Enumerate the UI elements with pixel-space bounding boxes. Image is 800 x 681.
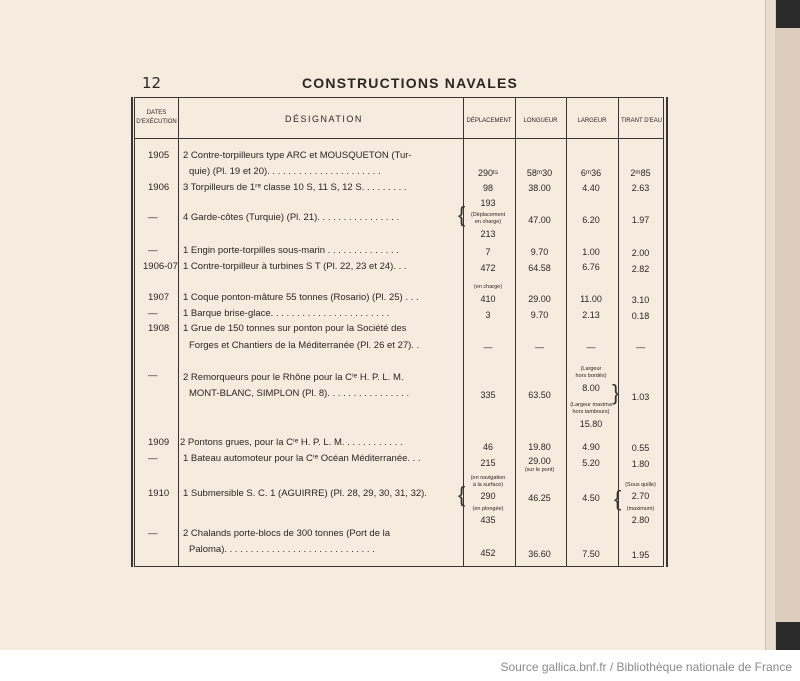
row-9-largeur-note-1: (Largeur	[580, 366, 602, 372]
row-12-date: 1910	[148, 488, 170, 499]
row-10-date: 1909	[148, 437, 170, 448]
row-2-date: 1906	[148, 182, 170, 193]
row-10-designation: 2 Pontons grues, pour la Cⁱᵉ H. P. L. M. . . . . . . . . . . .	[180, 437, 403, 448]
row-4-date: —	[148, 245, 158, 256]
row-5-deplacement: 472	[480, 263, 496, 273]
col-header-tirant: TIRANT D'EAU	[620, 118, 663, 124]
row-13-longueur: 36.60	[528, 549, 551, 559]
row-12-tirant-note-1: (Sous quille)	[625, 482, 656, 488]
row-9-largeur-note-4: hors tambours)	[572, 409, 610, 415]
row-12-longueur: 46.25	[528, 493, 551, 503]
row-10-largeur: 4.90	[582, 442, 600, 452]
col-header-dates-2: D'EXÉCUTION	[136, 119, 177, 125]
row-7-largeur: 2.13	[582, 310, 600, 320]
page-number: 12	[142, 74, 162, 92]
row-1-deplacement: 290ᵗˢ	[477, 168, 499, 178]
row-8-tirant: —	[636, 342, 645, 352]
row-6-deplacement-note: (en charge)	[473, 284, 503, 290]
row-5-longueur: 64.58	[528, 263, 551, 273]
col-header-longueur: LONGUEUR	[523, 118, 558, 124]
row-6-deplacement: 410	[480, 294, 496, 304]
row-12-deplacement-b: 435	[480, 515, 496, 525]
row-6-tirant: 3.10	[631, 295, 650, 305]
row-13-largeur: 7.50	[582, 549, 600, 559]
row-4-largeur: 1.00	[582, 247, 600, 257]
row-7-longueur: 9.70	[530, 310, 549, 320]
row-3-deplacement-a: 193	[480, 198, 496, 208]
row-9-tirant: 1.03	[631, 392, 650, 402]
row-12-deplacement-a: 290	[480, 491, 496, 501]
row-13-date: —	[148, 528, 158, 539]
row-11-deplacement: 215	[480, 458, 496, 468]
row-9-deplacement: 335	[480, 390, 496, 400]
row-4-designation: 1 Engin porte-torpilles sous-marin . . . . . . . . . . . . . .	[183, 245, 399, 256]
row-8-deplacement: —	[483, 342, 493, 352]
row-12-brace-deplacement: {	[458, 482, 466, 507]
row-1-longueur: 58ᵐ30	[526, 168, 553, 178]
spine-band	[775, 0, 800, 650]
row-6-date: 1907	[148, 292, 170, 303]
row-5-largeur: 6.76	[582, 262, 600, 272]
row-3-date: —	[148, 212, 158, 223]
row-5-designation: 1 Contre-torpilleur à turbines S T (Pl. 22, 23 et 24). . .	[183, 261, 407, 272]
row-1-designation-2: quie) (Pl. 19 et 20). . . . . . . . . . . . . . . . . . . . . .	[189, 166, 381, 177]
row-12-largeur: 4.50	[582, 493, 600, 503]
row-3-largeur: 6.20	[582, 215, 600, 225]
row-12-deplacement-note-1: (en navigation	[470, 475, 506, 481]
row-8-largeur: —	[586, 342, 596, 352]
row-11-largeur: 5.20	[582, 458, 600, 468]
row-1-date: 1905	[148, 150, 170, 161]
row-12-deplacement-note-2: à la surface)	[472, 482, 504, 488]
row-12-tirant-note-2: (maximum)	[626, 506, 655, 512]
row-3-deplacement-note-1: (Déplacement	[470, 212, 506, 218]
row-10-tirant: 0.55	[631, 443, 650, 453]
row-12-designation: 1 Submersible S. C. 1 (AGUIRRE) (Pl. 28, 29, 30, 31, 32).	[183, 488, 427, 499]
row-9-largeur-a: 8.00	[582, 383, 600, 393]
row-9-largeur-b: 15.80	[579, 419, 603, 429]
row-1-designation-1: 2 Contre-torpilleurs type ARC et MOUSQUETON (Tur-	[183, 150, 412, 161]
col-header-dates-1: DATES	[146, 110, 167, 116]
table-right-border	[666, 97, 668, 567]
row-7-designation: 1 Barque brise-glace. . . . . . . . . . . . . . . . . . . . . . .	[183, 308, 390, 319]
row-11-tirant: 1.80	[631, 459, 650, 469]
row-9-designation-1: 2 Remorqueurs pour le Rhône pour la Cⁱᵉ H. P. L. M.	[183, 372, 404, 383]
spine-bottom-cap	[776, 622, 800, 650]
spine-top-cap	[776, 0, 800, 28]
source-credit: Source gallica.bnf.fr / Bibliothèque nationale de France	[500, 660, 792, 674]
row-8-designation-2: Forges et Chantiers de la Méditerranée (Pl. 26 et 27). .	[189, 340, 420, 351]
row-9-largeur-note-3: (Largeur maxima	[570, 402, 612, 408]
row-3-longueur: 47.00	[528, 215, 551, 225]
col-header-largeur: LARGEUR	[577, 118, 607, 124]
row-10-longueur: 19.80	[528, 442, 551, 452]
row-8-longueur: —	[535, 342, 544, 352]
row-6-largeur: 11.00	[580, 294, 602, 304]
col-divider-1	[178, 98, 179, 566]
row-3-brace: {	[458, 202, 466, 227]
row-2-designation: 3 Torpilleurs de 1ʳᵉ classe 10 S, 11 S, 12 S. . . . . . . . .	[183, 182, 407, 193]
row-4-deplacement: 7	[485, 247, 491, 257]
running-header: CONSTRUCTIONS NAVALES	[302, 75, 519, 91]
row-8-designation-1: 1 Grue de 150 tonnes sur ponton pour la Société des	[183, 323, 407, 334]
row-12-deplacement-note-3: (en plongée)	[472, 506, 504, 512]
col-header-deplacement: DÉPLACEMENT	[466, 118, 512, 124]
row-13-designation-2: Paloma). . . . . . . . . . . . . . . . . . . . . . . . . . . . .	[189, 544, 375, 555]
row-2-tirant: 2.63	[631, 183, 650, 193]
row-2-longueur: 38.00	[528, 183, 551, 193]
row-11-longueur: 29.00	[528, 456, 551, 466]
table-left-border	[131, 97, 133, 567]
row-8-date: 1908	[148, 323, 170, 334]
row-12-tirant-b: 2.80	[631, 515, 650, 525]
row-3-deplacement-note-2: en charge)	[474, 219, 502, 225]
row-12-brace-tirant: {	[614, 486, 622, 511]
row-11-designation: 1 Bateau automoteur pour la Cⁱᵉ Océan Méditerranée. . .	[183, 453, 421, 464]
col-header-designation: DÉSIGNATION	[285, 114, 363, 124]
row-2-largeur: 4.40	[582, 183, 600, 193]
row-7-date: —	[148, 308, 158, 319]
row-5-date: 1906-07	[143, 261, 178, 272]
row-12-tirant-a: 2.70	[631, 491, 650, 501]
row-4-tirant: 2.00	[631, 248, 650, 258]
row-13-designation-1: 2 Chalands porte-blocs de 300 tonnes (Port de la	[183, 528, 391, 539]
row-3-deplacement-b: 213	[480, 229, 496, 239]
row-9-largeur-note-2: hors bordés)	[575, 373, 607, 379]
row-6-designation: 1 Coque ponton-mâture 55 tonnes (Rosario) (Pl. 25) . . .	[183, 292, 419, 303]
row-1-tirant: 2ᵐ85	[630, 168, 651, 178]
book-spine	[765, 0, 800, 650]
row-3-tirant: 1.97	[631, 215, 650, 225]
row-11-longueur-note: (sur le pont)	[524, 467, 555, 473]
row-6-longueur: 29.00	[528, 294, 551, 304]
row-5-tirant: 2.82	[631, 264, 650, 274]
row-2-deplacement: 98	[482, 183, 493, 193]
row-9-date: —	[148, 370, 158, 381]
row-9-longueur: 63.50	[528, 390, 551, 400]
row-7-tirant: 0.18	[631, 311, 650, 321]
row-10-deplacement: 46	[482, 442, 493, 452]
row-9-brace: }	[612, 380, 620, 405]
header-rule	[135, 138, 663, 139]
row-11-date: —	[148, 453, 158, 464]
row-4-longueur: 9.70	[530, 247, 549, 257]
row-1-largeur: 6ᵐ36	[580, 168, 602, 178]
row-7-deplacement: 3	[485, 310, 491, 320]
row-13-deplacement: 452	[480, 548, 496, 558]
row-13-tirant: 1.95	[631, 550, 650, 560]
row-9-designation-2: MONT-BLANC, SIMPLON (Pl. 8). . . . . . . . . . . . . . . .	[189, 388, 410, 399]
row-3-designation: 4 Garde-côtes (Turquie) (Pl. 21). . . . . . . . . . . . . . . .	[183, 212, 400, 223]
